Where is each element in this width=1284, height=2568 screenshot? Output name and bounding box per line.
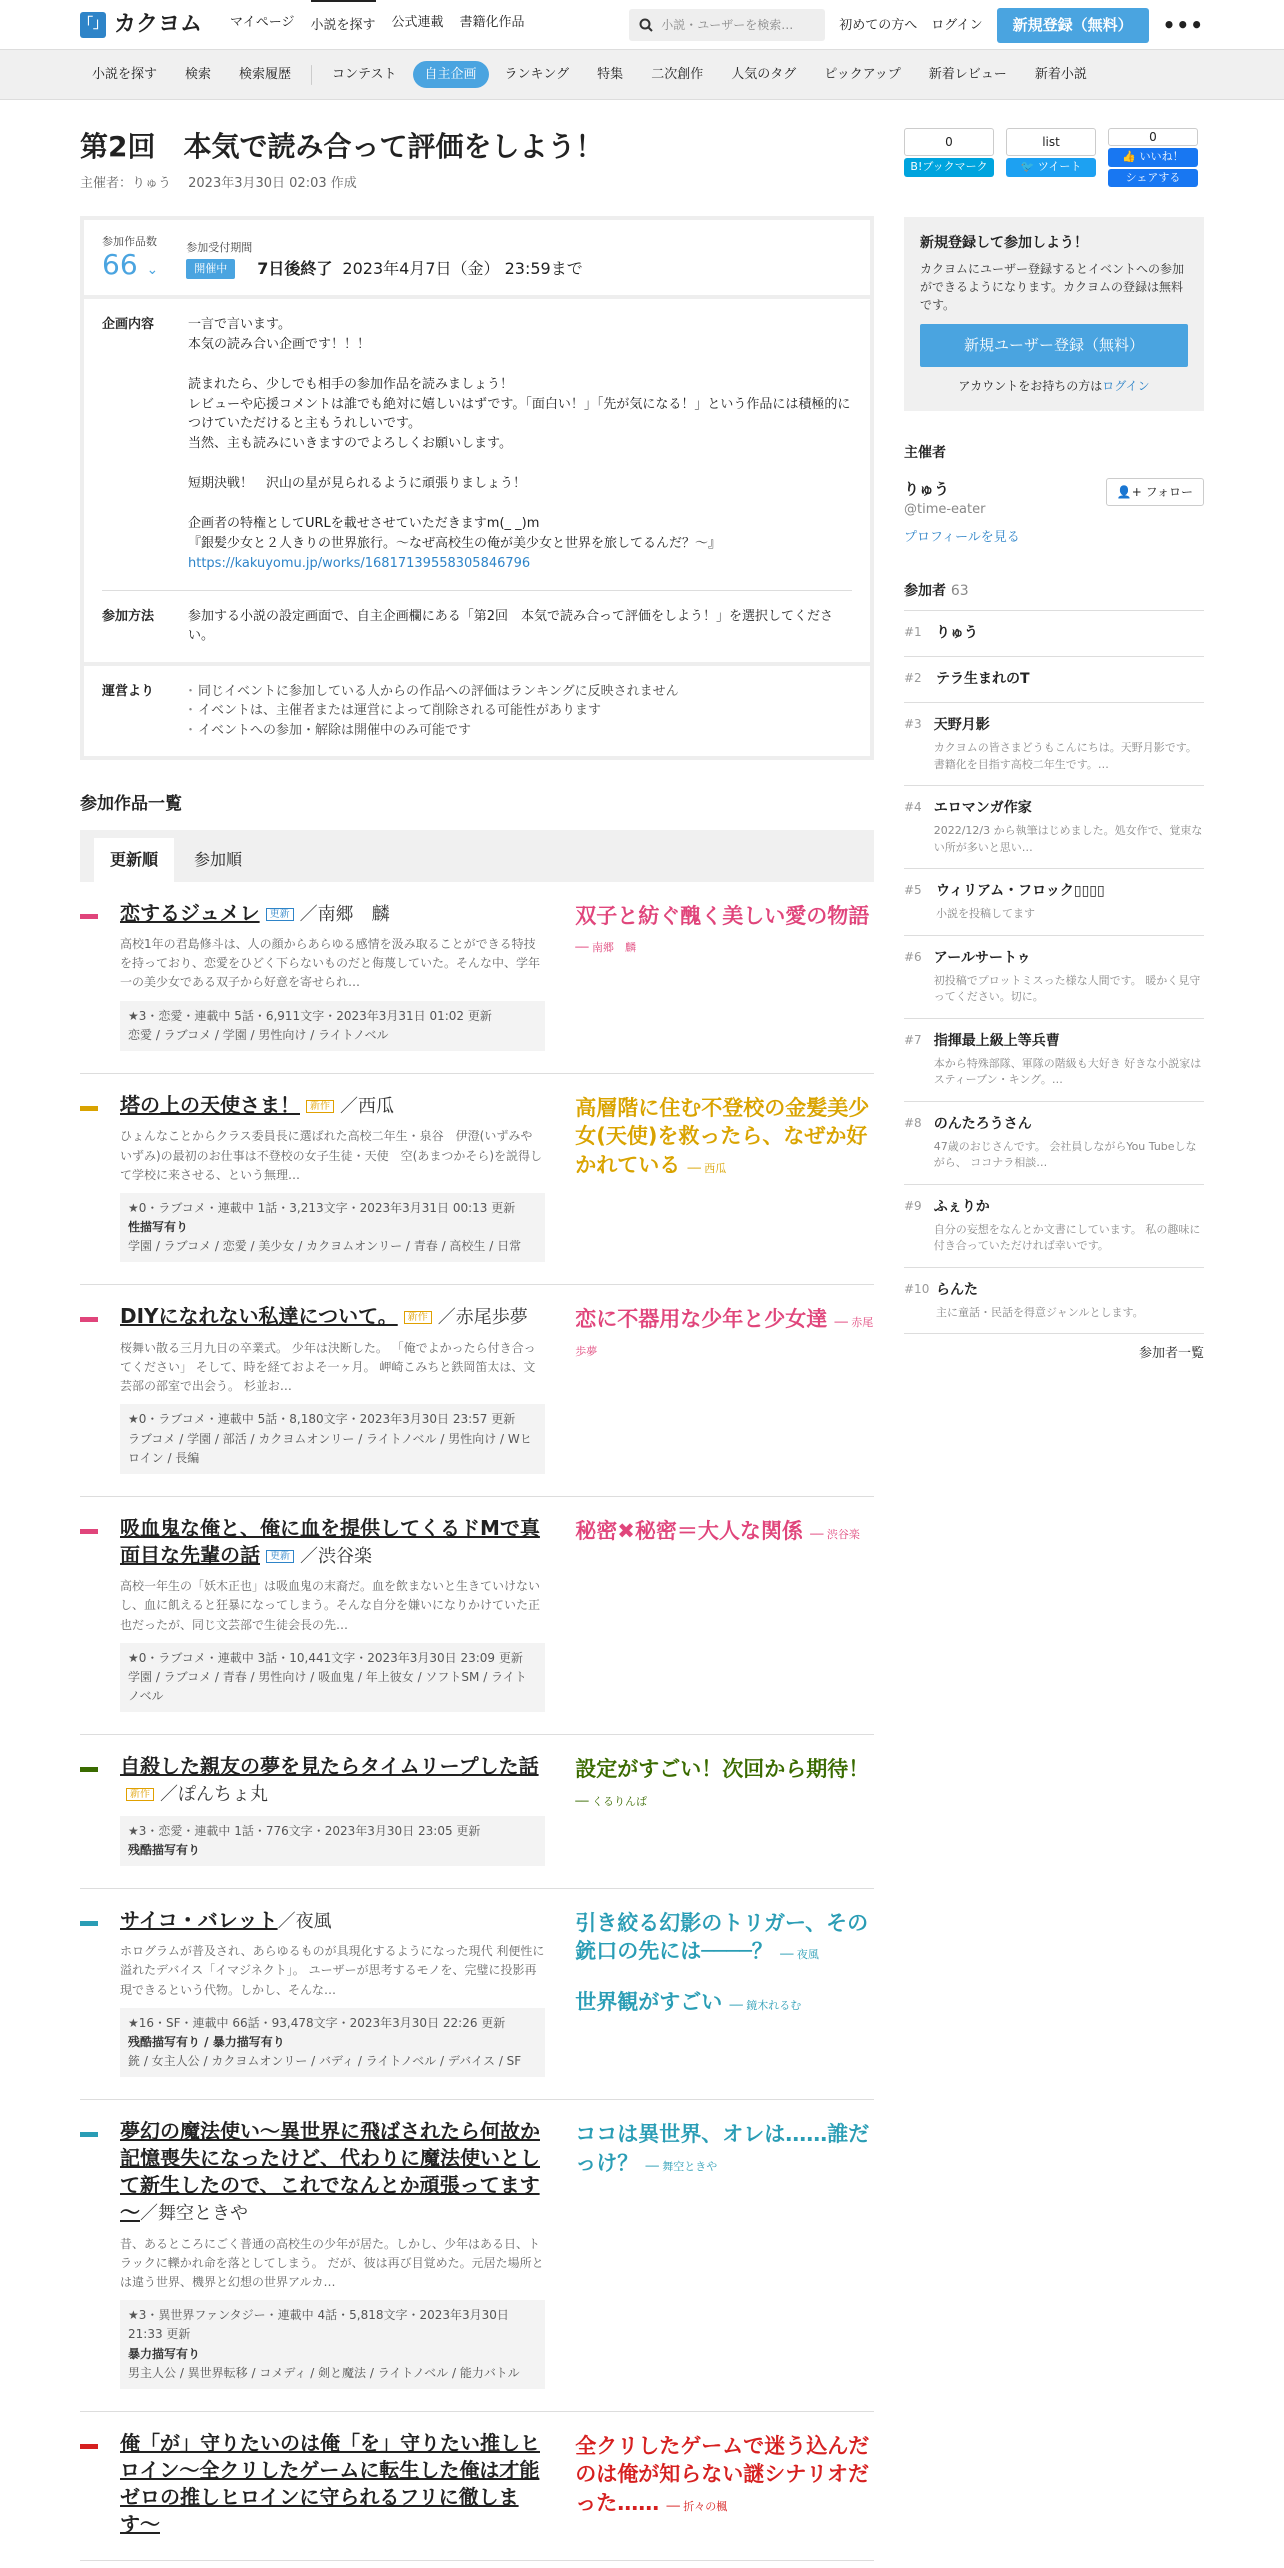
participant-name[interactable]: らんた bbox=[936, 1281, 978, 1298]
participant-name[interactable]: ふぇりか bbox=[933, 1198, 990, 1215]
method-section bbox=[84, 591, 870, 662]
work-main: 塔の上の天使さま！ 新作 ／西瓜 ひょんなことからクラス委員長に選ばれた高校二年生・泉谷 伊澄(いずみや いずみ)の最初のお仕事は不登校の女子生徒・天使 空(あまつかそら)を説得して学校に来させる、という無理… ★0・ラブコメ・連載中 1話・3,213文字・2023年3月31日 00:13 更新 性描写有り 学園 / ラブコメ / 恋愛 / 美少女 / カクヨムオンリー / 青春 / 高校生 / 日常 bbox=[120, 1092, 545, 1262]
catch-text-2: 世界観がすごい bbox=[575, 1989, 723, 2014]
nav-find[interactable]: 小説を探す bbox=[311, 0, 376, 50]
participant-name[interactable]: りゅう bbox=[936, 625, 978, 641]
participants-title: 参加者 bbox=[904, 583, 946, 599]
work-title[interactable]: 自殺した親友の夢を見たらタイムリープした話 bbox=[120, 1754, 539, 1779]
catch-by: ── 西瓜 bbox=[687, 1161, 727, 1175]
participant-desc: 2022/12/3 から執筆はじめました。処女作で、覚束ない所が多いと思い… bbox=[933, 824, 1203, 854]
rules-label: 運営より bbox=[102, 683, 155, 699]
site-header bbox=[0, 0, 1284, 50]
participant-rank: #7 bbox=[904, 1032, 922, 1047]
participant-item[interactable] bbox=[904, 1018, 1204, 1101]
work-info bbox=[120, 1001, 545, 1051]
participant-rank: #9 bbox=[904, 1198, 922, 1213]
work-item bbox=[80, 1735, 874, 1889]
participant-desc: 本から特殊部隊、軍隊の階級も大好き 好きな小説家はスティーブン・キング。… bbox=[933, 1056, 1202, 1086]
work-catchphrase bbox=[575, 1303, 874, 1473]
work-info bbox=[120, 2008, 545, 2078]
genre-color-bar bbox=[80, 1529, 98, 1534]
rule-item: ・ イベントへの参加・解除は開催中のみ可能です bbox=[188, 721, 852, 741]
join-title: 新規登録して参加しよう！ bbox=[920, 235, 1088, 251]
work-intro: 高校一年生の「妖木正也」は吸血鬼の末裔だ。血を飲まないと生きていけないし、血に飢えると狂暴になってしまう。そんな自分を嫌いになりかけていた正也だったが、同じ文芸部で生徒会長の先… bbox=[120, 1579, 541, 1632]
period-label: 参加受付期間 bbox=[186, 241, 253, 255]
participant-item[interactable] bbox=[904, 1267, 1204, 1334]
work-catchphrase bbox=[575, 900, 874, 1051]
genre-color-bar bbox=[80, 1767, 98, 1772]
works-heading: 参加作品一覧 bbox=[80, 794, 182, 815]
method-label: 参加方法 bbox=[102, 608, 155, 624]
work-title[interactable]: 夢幻の魔法使い～異世界に飛ばされたら何故か記憶喪失になったけど、代わりに魔法使いとして新生したので、これでなんとか頑張ってます～ bbox=[120, 2119, 540, 2225]
count-value: 66 bbox=[102, 248, 138, 281]
subnav-events[interactable]: 自主企画 bbox=[413, 61, 489, 89]
work-item bbox=[80, 2100, 874, 2412]
hatena-bookmark-button[interactable] bbox=[904, 128, 994, 187]
content-text bbox=[188, 315, 852, 574]
count-label: 参加作品数 bbox=[102, 234, 157, 248]
page-title: 第2回 本気で読み合って評価をしよう！ bbox=[80, 130, 604, 163]
catch-text: 高層階に住む不登校の金髪美少女(天使)を救ったら、なぜか好かれている bbox=[575, 1096, 870, 1177]
subnav-features[interactable]: 特集 bbox=[597, 66, 624, 82]
nav-books[interactable]: 書籍化作品 bbox=[459, 15, 525, 31]
participants-heading bbox=[904, 581, 1204, 610]
catch-by-2: ── 鏡木れるむ bbox=[729, 1998, 802, 2012]
work-main bbox=[120, 2430, 545, 2538]
work-intro: 昔、あるところにごく普通の高校生の少年が居た。しかし、少年はある日、トラックに轢かれ命を落としてしまう。 だが、彼は再び目覚めた。元居た場所とは違う世界、機界と幻想の世界アルカ… bbox=[120, 2236, 544, 2290]
participant-item[interactable] bbox=[904, 656, 1204, 702]
tweet-button[interactable] bbox=[1006, 128, 1096, 187]
deadline-text: 2023年4月7日（金） 23:59まで bbox=[342, 258, 583, 278]
subnav-search[interactable]: 検索 bbox=[185, 66, 212, 82]
participant-rank: #6 bbox=[904, 949, 922, 964]
host-card bbox=[904, 478, 1204, 520]
subnav-ranking[interactable]: ランキング bbox=[504, 66, 570, 82]
like-label: いいね！ bbox=[1139, 150, 1184, 163]
user-plus-icon: 👤+ bbox=[1116, 484, 1142, 499]
work-author[interactable]: 舞空ときや bbox=[158, 2203, 248, 2225]
method-text: 参加する小説の設定画面で、自主企画欄にある「第2回 本気で読み合って評価をしよう！」を選択してください。 bbox=[188, 608, 834, 644]
subnav-history[interactable]: 検索履歴 bbox=[239, 66, 292, 82]
catch-text: 恋に不器用な少年と少女達 bbox=[575, 1307, 828, 1332]
participant-name[interactable]: アールサートゥ bbox=[933, 949, 1031, 966]
work-author[interactable]: 渋谷楽 bbox=[318, 1545, 372, 1567]
work-item bbox=[80, 1074, 874, 1285]
work-catchphrase bbox=[575, 1753, 874, 1866]
participant-name[interactable]: 指揮最上級上等兵曹 bbox=[933, 1032, 1060, 1049]
work-title[interactable]: 恋するジュメレ bbox=[120, 900, 260, 925]
rule-item: ・ イベントは、主催者または運営によって削除される可能性があります bbox=[188, 701, 852, 721]
hatena-count: 0 bbox=[904, 128, 994, 156]
participant-rank: #8 bbox=[904, 1115, 922, 1130]
work-tags[interactable]: 銃 / 女主人公 / カクヨムオンリー / バディ / ライトノベル / デバイス / SF bbox=[128, 2054, 522, 2069]
work-warnings: 残酷描写有り / 暴力描写有り bbox=[128, 2035, 285, 2050]
participant-desc: カクヨムの皆さまどうもこんにちは。天野月影です。書籍化を目指す高校二年生です。… bbox=[933, 741, 1197, 771]
account-text: アカウントをお持ちの方は bbox=[958, 378, 1103, 393]
work-info bbox=[120, 1816, 545, 1866]
hatena-label: B!ブックマーク bbox=[904, 158, 994, 177]
content-line: レビューや応援コメントは誰でも絶対に嬉しいはずです。「面白い！」「先が気になる！」という作品には積極的につけていただけると主もうれしいです。 bbox=[188, 396, 851, 432]
subnav-divider bbox=[311, 65, 312, 85]
subnav-tags[interactable]: 人気のタグ bbox=[731, 66, 797, 82]
search-input[interactable] bbox=[629, 9, 825, 41]
work-stats: ★3・恋愛・連載中 5話・6,911文字・2023年3月31日 01:02 更新 bbox=[128, 1008, 492, 1023]
work-item bbox=[80, 1497, 874, 1735]
work-stats: ★3・異世界ファンタジー・連載中 4話・5,818文字・2023年3月30日 21:33 更新 bbox=[128, 2308, 509, 2342]
share-buttons bbox=[904, 128, 1204, 187]
content-line bbox=[188, 355, 852, 375]
catch-by: ── 南郷 麟 bbox=[575, 941, 636, 955]
participant-name[interactable]: のんたろうさん bbox=[933, 1115, 1032, 1132]
catch-by: ── 舞空ときや bbox=[645, 2159, 718, 2173]
work-author[interactable]: 夜風 bbox=[295, 1910, 332, 1932]
work-stats: ★0・ラブコメ・連載中 1話・3,213文字・2023年3月31日 00:13 更新 bbox=[128, 1200, 516, 1215]
subnav-fanfic[interactable]: 二次創作 bbox=[651, 66, 704, 82]
genre-color-bar bbox=[80, 1317, 98, 1322]
work-catchphrase bbox=[575, 1092, 874, 1262]
work-item bbox=[80, 1285, 874, 1496]
work-author[interactable]: 赤尾歩夢 bbox=[455, 1307, 528, 1329]
event-period bbox=[186, 240, 582, 281]
work-badge: 新作 bbox=[306, 1100, 334, 1113]
content-line: 『銀髪少女と２人きりの世界旅行。〜なぜ高校生の俺が美少女と世界を旅してるんだ？〜』 bbox=[188, 535, 722, 551]
sidebar-login-link[interactable]: ログイン bbox=[1102, 378, 1150, 393]
participant-desc: 小説を投稿してます bbox=[936, 907, 1035, 920]
join-box bbox=[904, 217, 1204, 411]
search-placeholder: 小説・ユーザーを検索… bbox=[661, 18, 794, 33]
new-user-register-button[interactable]: 新規ユーザー登録（無料） bbox=[920, 324, 1188, 367]
content-label: 企画内容 bbox=[102, 316, 155, 332]
catch-text: ココは異世界、オレは……誰だっけ？ bbox=[575, 2122, 870, 2175]
catch-text: 双子と紡ぐ醜く美しい愛の物語 bbox=[575, 903, 870, 928]
participant-item[interactable] bbox=[904, 1184, 1204, 1267]
sub-nav bbox=[0, 50, 1284, 100]
work-catchphrase bbox=[575, 2118, 874, 2389]
catch-by: ── 夜風 bbox=[780, 1948, 819, 1962]
participant-rank: #5 bbox=[904, 883, 922, 897]
genre-color-bar bbox=[80, 2444, 98, 2449]
genre-color-bar bbox=[80, 2132, 98, 2137]
work-badge: 更新 bbox=[266, 1550, 294, 1563]
work-info bbox=[120, 2300, 545, 2389]
logo-mark: 「」 bbox=[80, 12, 106, 38]
work-author[interactable]: 南郷 麟 bbox=[317, 903, 390, 925]
participant-item[interactable] bbox=[904, 868, 1204, 935]
work-stats: ★0・ラブコメ・連載中 3話・10,441文字・2023年3月30日 23:09 更新 bbox=[128, 1650, 523, 1665]
work-tags[interactable]: 男主人公 / 異世界転移 / コメディ / 剣と魔法 / ライトノベル / 能力バトル bbox=[128, 2365, 520, 2380]
profile-link[interactable]: プロフィールを見る bbox=[904, 529, 1020, 545]
work-intro: ひょんなことからクラス委員長に選ばれた高校二年生・泉谷 伊澄(いずみや いずみ)の最初のお仕事は不登校の女子生徒・天使 空(あまつかそら)を説得して学校に来させる、という無理… bbox=[120, 1129, 545, 1182]
nav-official[interactable]: 公式連載 bbox=[391, 15, 444, 31]
catch-by: ── 渋谷楽 bbox=[810, 1527, 860, 1541]
status-badge: 開催中 bbox=[186, 259, 235, 280]
work-intro: ホログラムが普及され、あらゆるものが具現化するようになった現代 利便性に溢れたデバイス「イマジネクト」。 ユーザーが思考するモノを、完璧に投影再現できるという代物。しかし、そんな… bbox=[120, 1944, 545, 1997]
work-badge: 新作 bbox=[126, 1788, 154, 1801]
content-line bbox=[188, 494, 852, 514]
page-body bbox=[0, 100, 1284, 2561]
work-stats: ★16・SF・連載中 66話・93,478文字・2023年3月30日 22:26 更新 bbox=[128, 2015, 506, 2030]
header-right bbox=[629, 8, 1204, 43]
participant-item[interactable] bbox=[904, 702, 1204, 785]
participant-rank: #2 bbox=[904, 671, 922, 685]
catch-by: ── 折々の楓 bbox=[666, 2499, 728, 2513]
register-button[interactable]: 新規登録（無料） bbox=[997, 8, 1149, 43]
work-title[interactable]: 塔の上の天使さま！ bbox=[120, 1093, 300, 1118]
account-prompt bbox=[920, 377, 1188, 395]
subnav-find[interactable]: 小説を探す bbox=[92, 66, 158, 82]
event-summary bbox=[84, 220, 870, 299]
host-name[interactable]: りゅう bbox=[904, 479, 950, 498]
works-list bbox=[80, 882, 874, 2561]
rule-item: ・ 同じイベントに参加している人からの作品への評価はランキングに反映されません bbox=[188, 682, 852, 702]
participant-desc: 初投稿でプロットミスった様な人間です。 暖かく見守ってください。切に。 bbox=[933, 973, 1201, 1003]
participants-more-link[interactable]: 参加者一覧 bbox=[904, 1333, 1204, 1364]
work-author[interactable]: ぽんちょ丸 bbox=[178, 1784, 268, 1806]
sidebar bbox=[904, 100, 1204, 2561]
participant-item[interactable] bbox=[904, 935, 1204, 1018]
participants-count: 63 bbox=[950, 583, 969, 599]
content-line: 短期決戦！ 沢山の星が見られるように頑張りましょう！ bbox=[188, 475, 527, 491]
participants-list bbox=[904, 610, 1204, 1333]
follow-button[interactable] bbox=[1106, 478, 1204, 506]
content-line: 本気の読み合い企画です！！！ bbox=[188, 336, 371, 352]
work-info bbox=[120, 1404, 545, 1474]
host-heading: 主催者 bbox=[904, 444, 946, 461]
tab-joined[interactable]: 参加順 bbox=[194, 849, 243, 869]
work-stats: ★0・ラブコメ・連載中 5話・8,180文字・2023年3月30日 23:57 更新 bbox=[128, 1412, 516, 1427]
first-time-link[interactable]: 初めての方へ bbox=[839, 17, 918, 33]
work-warnings: 性描写有り bbox=[128, 1220, 189, 1235]
work-tags[interactable]: 恋愛 / ラブコメ / 学園 / 男性向け / ライトノベル bbox=[128, 1027, 389, 1042]
content-line: 読まれたら、少しでも相手の参加作品を読みましょう！ bbox=[188, 376, 514, 392]
catch-by: ── くるりんぱ bbox=[575, 1794, 647, 1808]
participant-item[interactable] bbox=[904, 610, 1204, 656]
subnav-contest[interactable]: コンテスト bbox=[332, 66, 397, 82]
work-tags[interactable]: ラブコメ / 学園 / 部活 / カクヨムオンリー / ライトノベル / 男性向け / Wヒロイン / 長編 bbox=[128, 1431, 532, 1465]
work-main: 夢幻の魔法使い～異世界に飛ばされたら何故か記憶喪失になったけど、代わりに魔法使いとして新生したので、これでなんとか頑張ってます～／舞空ときや 昔、あるところにごく普通の高校生の少年が居た。しかし、少年はある日、トラックに轢かれ命を落としてしまう。 だが、彼は再び目覚めた。元居た場所とは違う世界、機界と幻想の世界アルカ… ★3・異世界ファンタジー・連載中 4話・5,818文字・2023年3月30日 21:33 更新 暴力描写有り 男主人公 / 異世界転移 / コメディ / 剣と魔法 / ライトノベル / 能力バトル bbox=[120, 2118, 545, 2389]
participant-rank: #4 bbox=[904, 800, 922, 814]
work-warnings: 残酷描写有り bbox=[128, 1842, 201, 1857]
join-text: カクヨムにユーザー登録するとイベントへの参加ができるようになります。カクヨムの登録は無料です。 bbox=[920, 262, 1185, 312]
site-logo[interactable] bbox=[80, 8, 202, 41]
participant-desc: 47歳のおじさんです。 会社員しながらYou Tubeしながら、 ココナラ相談… bbox=[933, 1139, 1197, 1169]
work-catchphrase bbox=[575, 1907, 874, 2077]
work-title[interactable]: サイコ・バレット bbox=[120, 1907, 278, 1932]
subnav-reviews[interactable]: 新着レビュー bbox=[928, 66, 1007, 82]
rules-list bbox=[188, 682, 852, 741]
participant-name[interactable]: ウィリアム・フロック▯▯▯▯ bbox=[936, 883, 1105, 899]
work-main: 吸血鬼な俺と、俺に血を提供してくるドMで真面目な先輩の話 更新 ／渋谷楽 高校一年生の「妖木正也」は吸血鬼の末裔だ。血を飲まないと生きていけないし、血に飢えると狂暴になってしまう。そんな自分を嫌いになりかけていた正也だったが、同じ文芸部で生徒会長の先… ★0・ラブコメ・連載中 3話・10,441文字・2023年3月30日 23:09 更新 学園 / ラブコメ / 青春 / 男性向け / 吸血鬼 / 年上彼女 / ソフトSM / ライトノベル bbox=[120, 1515, 545, 1712]
work-stats: ★3・恋愛・連載中 1話・776文字・2023年3月30日 23:05 更新 bbox=[128, 1823, 481, 1838]
event-meta: 主催者：りゅう 2023年3月30日 02:03 作成 bbox=[80, 176, 357, 191]
work-title[interactable]: DIYになれない私達について。 bbox=[120, 1304, 398, 1329]
work-info bbox=[120, 1643, 545, 1713]
search-icon bbox=[639, 18, 653, 32]
login-link[interactable]: ログイン bbox=[931, 17, 983, 33]
works-tabs bbox=[80, 830, 874, 882]
work-item bbox=[80, 1889, 874, 2100]
work-title[interactable]: 俺「が」守りたいのは俺「を」守りたい推しヒロイン〜全クリしたゲームに転生した俺は才能ゼロの推しヒロインに守られるフリに徹します〜 bbox=[120, 2431, 540, 2536]
participant-rank: #10 bbox=[904, 1281, 930, 1296]
participant-desc: 自分の妄想をなんとか文書にしています。 私の趣味に付き合っていただければ幸いです。 bbox=[933, 1222, 1201, 1252]
rules-section bbox=[84, 662, 870, 757]
participant-rank: #1 bbox=[904, 625, 922, 639]
content-line bbox=[188, 454, 852, 474]
tab-updated[interactable]: 更新順 bbox=[94, 838, 174, 882]
chevron-down-icon: ⌄ bbox=[146, 262, 159, 278]
follow-label: フォロー bbox=[1145, 484, 1193, 499]
participant-item[interactable] bbox=[904, 1101, 1204, 1184]
work-item bbox=[80, 2412, 874, 2561]
work-catchphrase bbox=[575, 2430, 874, 2538]
work-intro: 高校1年の君島修斗は、人の顔からあらゆる感情を汲み取ることができる特技を持っており、恋愛をひどく下らないものだと侮蔑していた。そんな中、学年一の美少女である双子から好意を寄せられ… bbox=[120, 937, 541, 990]
participant-desc: 主に童話・民話を得意ジャンルとします。 bbox=[936, 1305, 1144, 1319]
catch-text: 全クリしたゲームで迷う込んだのは俺が知らない謎シナリオだった…… bbox=[575, 2434, 870, 2515]
thumbs-up-icon: 👍 bbox=[1122, 150, 1137, 163]
participant-name[interactable]: テラ生まれのT bbox=[936, 671, 1030, 687]
catch-text: 設定がすごい！次回から期待！ bbox=[575, 1757, 870, 1782]
work-main: サイコ・バレット／夜風 ホログラムが普及され、あらゆるものが具現化するようになった現代 利便性に溢れたデバイス「イマジネクト」。 ユーザーが思考するモノを、完璧に投影再現できるという代物。しかし、そんな… ★16・SF・連載中 66話・93,478文字・2023年3月30日 22:26 更新 残酷描写有り / 暴力描写有り 銃 / 女主人公 / カクヨムオンリー / バディ / ライトノベル / デバイス / SF bbox=[120, 1907, 545, 2077]
tweet-top: list bbox=[1006, 128, 1096, 156]
catch-text: 引き絞る幻影のトリガー、その銃口の先には────？ bbox=[575, 1910, 869, 1964]
content-url-link[interactable]: https://kakuyomu.jp/works/16817139558305846796 bbox=[188, 555, 531, 571]
content-line: 企画者の特権としてURLを載せさせていただきますm(_ _)m bbox=[188, 515, 540, 531]
work-catchphrase bbox=[575, 1515, 874, 1712]
global-nav bbox=[230, 0, 525, 50]
remain-text: 7日後終了 bbox=[257, 258, 333, 278]
work-item bbox=[80, 882, 874, 1074]
tweet-label: ツイート bbox=[1037, 160, 1082, 173]
work-intro: 桜舞い散る三月九日の卒業式。 少年は決断した。 「俺でよかったら付き合ってください」 そして、時を経ておよそ一ヶ月。 岬崎こみちと鉄岡笛太は、文芸部の部室で出会う。 杉並お… bbox=[120, 1340, 536, 1394]
event-detail-box bbox=[80, 216, 874, 761]
main-column bbox=[80, 100, 874, 2561]
subnav-pickup[interactable]: ピックアップ bbox=[824, 66, 901, 82]
content-line: 当然、主も読みにいきますのでよろしくお願いします。 bbox=[188, 435, 512, 451]
content-line: 一言で言います。 bbox=[188, 316, 291, 332]
work-main: 自殺した親友の夢を見たらタイムリープした話新作 ／ぽんちょ丸 ★3・恋愛・連載中 1話・776文字・2023年3月30日 23:05 更新 残酷描写有り bbox=[120, 1753, 545, 1866]
work-title[interactable]: 吸血鬼な俺と、俺に血を提供してくるドMで真面目な先輩の話 bbox=[120, 1515, 540, 1567]
catch-by: ── 赤尾歩夢 bbox=[575, 1316, 874, 1358]
more-menu-icon[interactable]: ••• bbox=[1162, 13, 1204, 38]
work-badge: 新作 bbox=[404, 1311, 432, 1324]
work-warnings: 暴力描写有り bbox=[128, 2346, 201, 2361]
participant-name[interactable]: 天野月影 bbox=[933, 717, 990, 733]
work-main: DIYになれない私達について。 新作 ／赤尾歩夢 桜舞い散る三月九日の卒業式。 少年は決断した。 「俺でよかったら付き合ってください」 そして、時を経ておよそ一ヶ月。 岬崎こみちと鉄岡笛太は、文芸部の部室で出会う。 杉並お… ★0・ラブコメ・連載中 5話・8,180文字・2023年3月30日 23:57 更新 ラブコメ / 学園 / 部活 / カクヨムオンリー / ライトノベル / 男性向け / Wヒロイン / 長編 bbox=[120, 1303, 545, 1473]
genre-color-bar bbox=[80, 1921, 98, 1926]
logo-text: カクヨム bbox=[114, 12, 203, 37]
participant-name[interactable]: エロマンガ作家 bbox=[933, 800, 1032, 816]
work-main: 恋するジュメレ 更新 ／南郷 麟 高校1年の君島修斗は、人の顔からあらゆる感情を汲み取ることができる特技を持っており、恋愛をひどく下らないものだと侮蔑していた。そんな中、学年一の美少女である双子から好意を寄せられ… ★3・恋愛・連載中 5話・6,911文字・2023年3月31日 01:02 更新 恋愛 / ラブコメ / 学園 / 男性向け / ライトノベル bbox=[120, 900, 545, 1051]
content-section bbox=[84, 299, 870, 590]
work-author[interactable]: 西瓜 bbox=[358, 1096, 394, 1118]
work-badge: 更新 bbox=[266, 908, 294, 921]
work-tags[interactable]: 学園 / ラブコメ / 青春 / 男性向け / 吸血鬼 / 年上彼女 / ソフトSM / ライトノベル bbox=[128, 1669, 527, 1704]
fb-share-label: シェアする bbox=[1108, 169, 1198, 188]
work-info bbox=[120, 1193, 545, 1263]
genre-color-bar bbox=[80, 1106, 98, 1111]
subnav-new[interactable]: 新着小説 bbox=[1034, 66, 1087, 82]
catch-text: 秘密✖秘密＝大人な関係 bbox=[575, 1518, 803, 1543]
host-id: @time-eater bbox=[904, 502, 986, 517]
nav-mypage[interactable]: マイページ bbox=[230, 15, 295, 31]
work-tags[interactable]: 学園 / ラブコメ / 恋愛 / 美少女 / カクヨムオンリー / 青春 / 高校生 / 日常 bbox=[128, 1239, 522, 1254]
like-count: 0 bbox=[1108, 128, 1198, 146]
work-count[interactable] bbox=[102, 234, 158, 281]
participant-rank: #3 bbox=[904, 717, 922, 731]
facebook-like-button[interactable] bbox=[1108, 128, 1198, 187]
twitter-bird-icon: 🐦 bbox=[1020, 160, 1035, 173]
participant-item[interactable] bbox=[904, 785, 1204, 868]
genre-color-bar bbox=[80, 914, 98, 919]
